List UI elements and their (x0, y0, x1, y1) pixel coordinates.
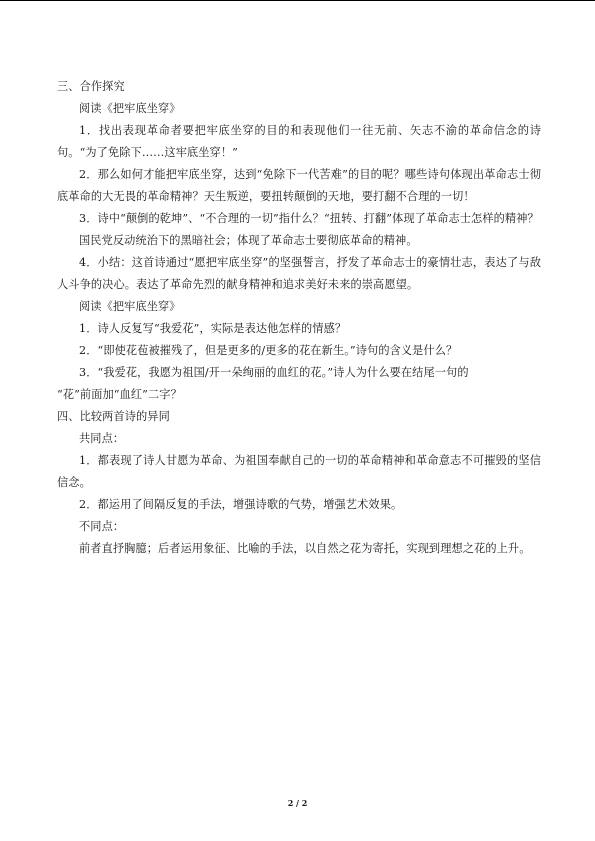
difference-paragraph: 前者直抒胸臆；后者运用象征、比喻的手法，以自然之花为寄托，实现到理想之花的上升。 (79, 542, 531, 555)
subheading-similarities: 共同点： (79, 432, 125, 445)
similarity-paragraph: 1．都表现了诗人甘愿为革命、为祖国奉献自己的一切的革命精神和革命意志不可摧毁的坚信信念。 (57, 454, 541, 489)
section-heading-comparison: 四、比较两首诗的异同 (57, 410, 170, 423)
question-paragraph: 2．“即使花苞被摧残了，但是更多的/更多的花在新生。”诗句的含义是什么？ (79, 344, 458, 357)
answer-paragraph: 国民党反动统治下的黑暗社会；体现了革命志士要彻底革命的精神。 (79, 234, 418, 247)
document-body (57, 76, 541, 560)
question-paragraph: 1．诗人反复写“我爱花”，实际是表达他怎样的情感？ (79, 322, 347, 335)
top-border-line (0, 0, 595, 1)
question-paragraph: 3．“我爱花，我愿为祖国/开一朵绚丽的血红的花。”诗人为什么要在结尾一句的 (79, 366, 469, 379)
section-heading-cooperative-inquiry: 三、合作探究 (57, 80, 125, 93)
question-paragraph: 1．找出表现革命者要把牢底坐穿的目的和表现他们一往无前、矢志不渝的革命信念的诗句。“为了免除下……这牢底坐穿！” (57, 124, 541, 159)
page-number: 2 / 2 (287, 798, 308, 808)
reading-title: 阅读《把牢底坐穿》 (79, 102, 181, 115)
similarity-paragraph: 2．都运用了间隔反复的手法，增强诗歌的气势，增强艺术效果。 (79, 498, 403, 511)
reading-title: 阅读《把牢底坐穿》 (79, 300, 181, 313)
subheading-differences: 不同点： (79, 520, 125, 533)
question-paragraph: 2．那么如何才能把牢底坐穿，达到“免除下一代苦难”的目的呢？哪些诗句体现出革命志士彻底革命的大无畏的革命精神？天生叛逆，要扭转颠倒的天地，要打翻不合理的一切！ (57, 168, 541, 203)
question-continuation: “花”前面加“血红”二字？ (57, 388, 182, 401)
question-paragraph: 3．诗中“颠倒的乾坤”、“不合理的一切”指什么？“扭转、打翻”体现了革命志士怎样的精神？ (79, 212, 539, 225)
summary-paragraph: 4．小结：这首诗通过“愿把牢底坐穿”的坚强誓言，抒发了革命志士的豪情壮志，表达了与敌人斗争的决心。表达了革命先烈的献身精神和追求美好未来的崇高愿望。 (57, 256, 541, 291)
